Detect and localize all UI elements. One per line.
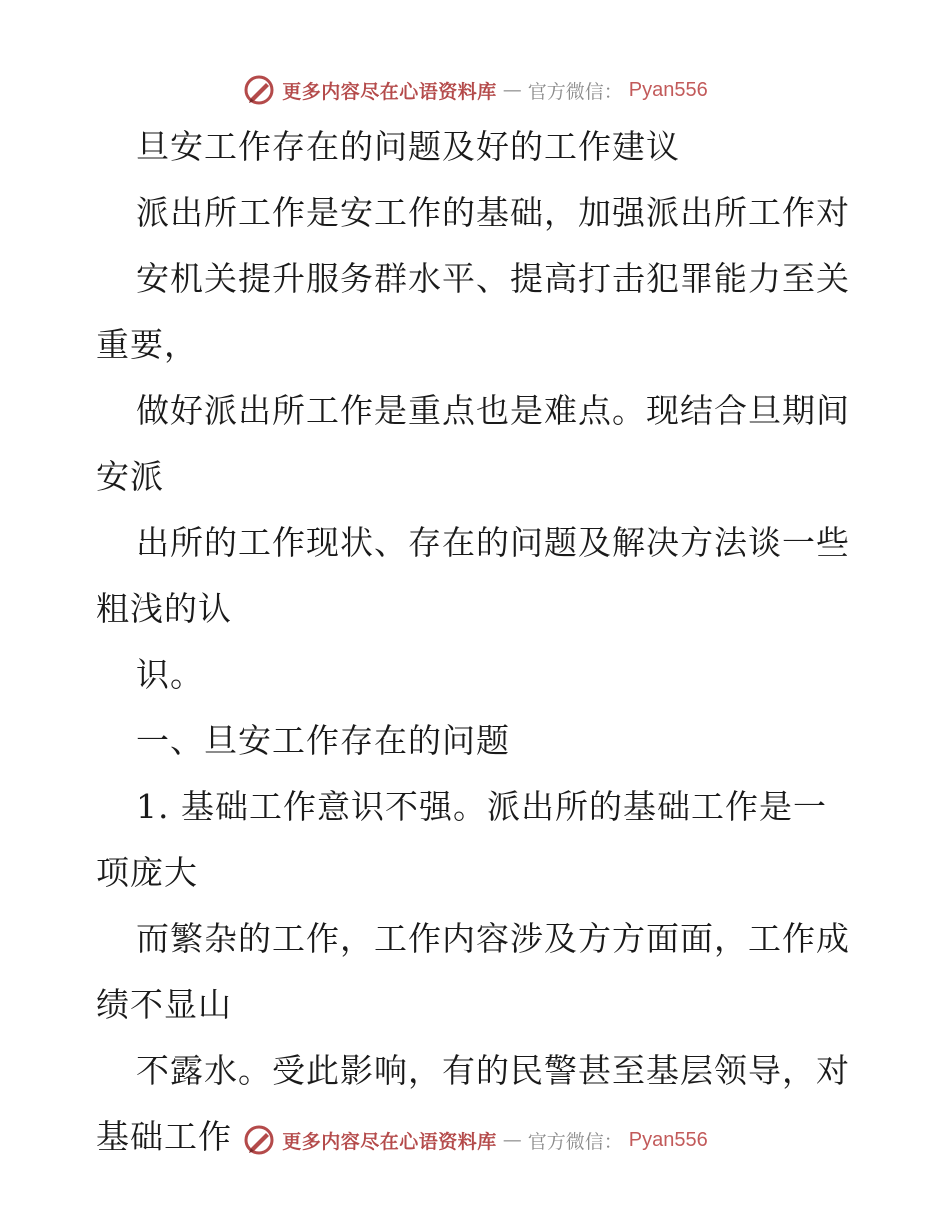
- text-line: 安机关提升服务群水平、提高打击犯罪能力至关: [136, 259, 850, 298]
- banner-wechat-id: Pyan556: [628, 1128, 708, 1151]
- text-line: 重要，: [96, 325, 198, 364]
- document-title: 旦安工作存在的问题及好的工作建议: [136, 127, 680, 166]
- banner-brand-text: 更多内容尽在心语资料库: [282, 1130, 497, 1153]
- text-line: 1. 基础工作意识不强。派出所的基础工作是一: [136, 787, 827, 826]
- banner-wechat-id: Pyan556: [628, 78, 708, 101]
- header-watermark-banner: [0, 70, 950, 110]
- banner-brand-text: 更多内容尽在心语资料库: [282, 80, 497, 103]
- text-line: 做好派出所工作是重点也是难点。现结合旦期间: [136, 391, 850, 430]
- banner-dash: —: [502, 79, 522, 101]
- section-heading: 一、旦安工作存在的问题: [136, 721, 510, 760]
- pen-logo-icon: [242, 73, 276, 107]
- text-line: 项庞大: [96, 853, 198, 892]
- text-line: 派出所工作是安工作的基础，加强派出所工作对: [136, 193, 850, 232]
- text-line: 绩不显山: [96, 985, 232, 1024]
- pen-logo-icon: [242, 1123, 276, 1157]
- footer-watermark-banner: [0, 1120, 950, 1160]
- banner-dash: —: [502, 1129, 522, 1151]
- banner-wechat-label: 官方微信：: [527, 1130, 623, 1153]
- document-body: [96, 114, 856, 1170]
- banner-wechat-label: 官方微信：: [527, 80, 623, 103]
- text-line: 安派: [96, 457, 164, 496]
- text-line: 粗浅的认: [96, 589, 232, 628]
- text-line: 而繁杂的工作，工作内容涉及方方面面，工作成: [136, 919, 850, 958]
- text-line: 识。: [136, 655, 204, 694]
- text-line: 不露水。受此影响，有的民警甚至基层领导，对: [136, 1051, 850, 1090]
- text-line: 出所的工作现状、存在的问题及解决方法谈一些: [136, 523, 850, 562]
- text-line: 基础工作: [96, 1117, 232, 1156]
